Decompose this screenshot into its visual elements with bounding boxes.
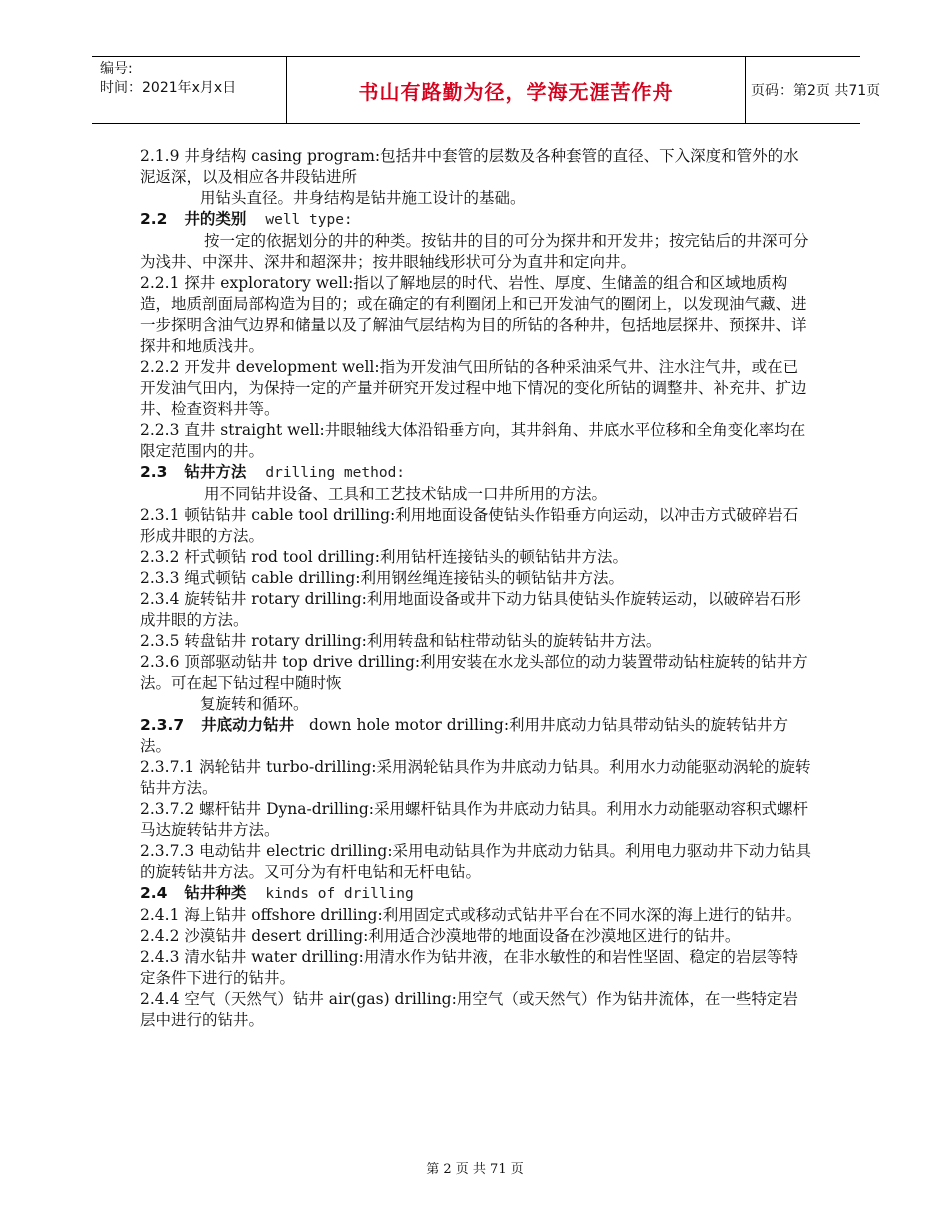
- section-title: 钻井种类: [184, 884, 247, 902]
- document-body: [140, 146, 812, 1031]
- header-meta: [92, 57, 286, 123]
- page-footer: 第 2 页 共 71 页: [426, 1162, 524, 1177]
- section-title: 钻井方法: [184, 463, 247, 481]
- section-english: drilling method:: [265, 465, 406, 481]
- motto: 书山有路勤为径，学海无涯苦作舟: [358, 79, 674, 104]
- paragraph-2-4-4: 2.4.4 空气（天然气）钻井 air(gas) drilling:用空气（或天然气）作为钻井流体，在一些特定岩层中进行的钻井。: [140, 990, 798, 1029]
- page-header: [92, 56, 881, 124]
- paragraph-2-3-4: 2.3.4 旋转钻井 rotary drilling:利用地面设备或井下动力钻具使钻头作旋转运动，以破碎岩石形成井眼的方法。: [140, 590, 801, 629]
- section-title: 井的类别: [184, 210, 247, 228]
- section-number: 2.4: [140, 884, 168, 902]
- paragraph-2-3-7-2: 2.3.7.2 螺杆钻井 Dyna-drilling:采用螺杆钻具作为井底动力钻具。利用水力动能驱动容积式螺杆马达旋转钻井方法。: [140, 800, 809, 839]
- header-motto-cell: [286, 57, 746, 123]
- section-heading-2-3: [140, 462, 812, 484]
- section-english: kinds of drilling: [265, 886, 414, 902]
- paragraph-2-3-7-1: 2.3.7.1 涡轮钻井 turbo-drilling:采用涡轮钻具作为井底动力钻具。利用水力动能驱动涡轮的旋转钻井方法。: [140, 758, 811, 797]
- paragraph-2-4-3: 2.4.3 清水钻井 water drilling:用清水作为钻井液，在非水敏性的和岩性坚固、稳定的岩层等特定条件下进行的钻井。: [140, 948, 798, 987]
- paragraph-2-1-9-cont: 用钻头直径。井身结构是钻井施工设计的基础。: [200, 189, 526, 207]
- paragraph-2-4-1: 2.4.1 海上钻井 offshore drilling:利用固定式或移动式钻井平台在不同水深的海上进行的钻井。: [140, 906, 802, 924]
- paragraph-2-3-3: 2.3.3 绳式顿钻 cable drilling:利用钢丝绳连接钻头的顿钻钻井方法。: [140, 569, 624, 587]
- section-heading-2-4: [140, 883, 812, 905]
- paragraph-2-3-6-cont: 复旋转和循环。: [200, 695, 309, 713]
- paragraph-2-3-2: 2.3.2 杆式顿钻 rod tool drilling:利用钻杆连接钻头的顿钻钻井方法。: [140, 548, 628, 566]
- section-body: down hole motor drilling:利用井底动力钻具带动钻头的旋转钻井方法。: [140, 716, 789, 755]
- section-heading-2-2: [140, 209, 812, 231]
- serial-label: 编号:: [100, 61, 133, 77]
- paragraph-2-1-9: 2.1.9 井身结构 casing program:包括井中套管的层数及各种套管的直径、下入深度和管外的水泥返深，以及相应各井段钻进所: [140, 147, 799, 186]
- section-number: 2.3: [140, 463, 168, 481]
- paragraph-2-3: 用不同钻井设备、工具和工艺技术钻成一口井所用的方法。: [204, 485, 608, 503]
- header-page-cell: [745, 57, 881, 123]
- page-info: 页码：第2页 共71页: [751, 83, 881, 99]
- paragraph-2-3-6: 2.3.6 顶部驱动钻井 top drive drilling:利用安装在水龙头部位的动力装置带动钻柱旋转的钻井方法。可在起下钻过程中随时恢: [140, 653, 808, 692]
- section-heading-2-3-7: [140, 715, 812, 757]
- paragraph-2-3-5: 2.3.5 转盘钻井 rotary drilling:利用转盘和钻柱带动钻头的旋转钻井方法。: [140, 632, 662, 650]
- section-number: 2.3.7: [140, 716, 185, 734]
- paragraph-2-3-1: 2.3.1 顿钻钻井 cable tool drilling:利用地面设备使钻头作铅垂方向运动，以冲击方式破碎岩石形成井眼的方法。: [140, 506, 799, 545]
- paragraph-2-2-1: 2.2.1 探井 exploratory well:指以了解地层的时代、岩性、厚度、生储盖的组合和区域地质构造，地质剖面局部构造为目的；或在确定的有利圈闭上和已开发油气的圈闭上，以发现油气藏、进一步探明含油气边界和储量以及了解油气层结构为目的所钻的各种井，包括地层探井、预探井、详探井和地质浅井。: [140, 274, 807, 355]
- paragraph-2-2-3: 2.2.3 直井 straight well:井眼轴线大体沿铅垂方向，其井斜角、井底水平位移和全角变化率均在限定范围内的井。: [140, 421, 806, 460]
- time-label: 时间：2021年x月x日: [100, 80, 237, 96]
- section-english: well type:: [265, 212, 353, 228]
- paragraph-2-2: 按一定的依据划分的井的种类。按钻井的目的可分为探井和开发井；按完钻后的井深可分为浅井、中深井、深井和超深井；按井眼轴线形状可分为直井和定向井。: [140, 232, 809, 271]
- paragraph-2-4-2: 2.4.2 沙漠钻井 desert drilling:利用适合沙漠地带的地面设备在沙漠地区进行的钻井。: [140, 927, 741, 945]
- section-number: 2.2: [140, 210, 168, 228]
- paragraph-2-3-7-3: 2.3.7.3 电动钻井 electric drilling:采用电动钻具作为井底动力钻具。利用电力驱动井下动力钻具的旋转钻井方法。又可分为有杆电钻和无杆电钻。: [140, 842, 812, 881]
- section-title: 井底动力钻井: [201, 716, 295, 734]
- paragraph-2-2-2: 2.2.2 开发井 development well:指为开发油气田所钻的各种采油采气井、注水注气井，或在已开发油气田内，为保持一定的产量并研究开发过程中地下情况的变化所钻的调整井、补充井、扩边井、检查资料井等。: [140, 358, 807, 418]
